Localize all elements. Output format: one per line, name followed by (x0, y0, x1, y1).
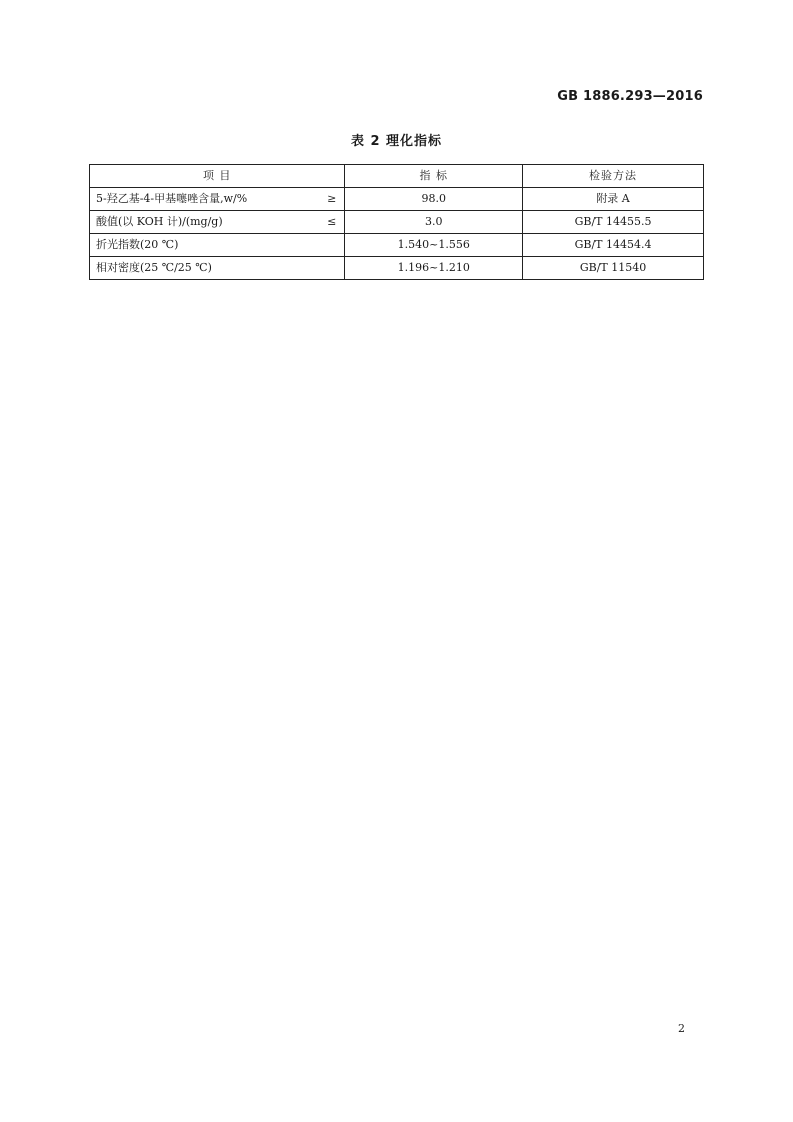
item-cell (90, 257, 345, 280)
item-cell (90, 188, 345, 211)
spec-value: 1.540~1.556 (345, 234, 523, 257)
column-header-item: 项 目 (90, 165, 345, 188)
table-row (90, 257, 704, 280)
column-header-method: 检验方法 (523, 165, 704, 188)
standard-number: GB 1886.293—2016 (557, 89, 703, 104)
test-method: GB/T 11540 (523, 257, 704, 280)
table-header-row (90, 165, 704, 188)
physicochemical-spec-table (89, 164, 704, 280)
item-cell (90, 234, 345, 257)
spec-value: 3.0 (345, 211, 523, 234)
page-number: 2 (678, 1022, 685, 1035)
comparison-operator: ≥ (327, 192, 337, 205)
item-label: 折光指数(20 ℃) (96, 238, 179, 251)
item-label: 5-羟乙基-4-甲基噻唑含量,w/% (96, 192, 248, 205)
test-method: GB/T 14455.5 (523, 211, 704, 234)
item-cell (90, 211, 345, 234)
table-row (90, 211, 704, 234)
item-label: 酸值(以 KOH 计)/(mg/g) (96, 215, 223, 228)
spec-value: 98.0 (345, 188, 523, 211)
comparison-operator: ≤ (327, 215, 337, 228)
table-row (90, 188, 704, 211)
spec-value: 1.196~1.210 (345, 257, 523, 280)
test-method: 附录 A (523, 188, 704, 211)
item-label: 相对密度(25 ℃/25 ℃) (96, 261, 212, 274)
table-row (90, 234, 704, 257)
column-header-spec: 指 标 (345, 165, 523, 188)
test-method: GB/T 14454.4 (523, 234, 704, 257)
table-caption: 表 2 理化指标 (350, 134, 443, 149)
